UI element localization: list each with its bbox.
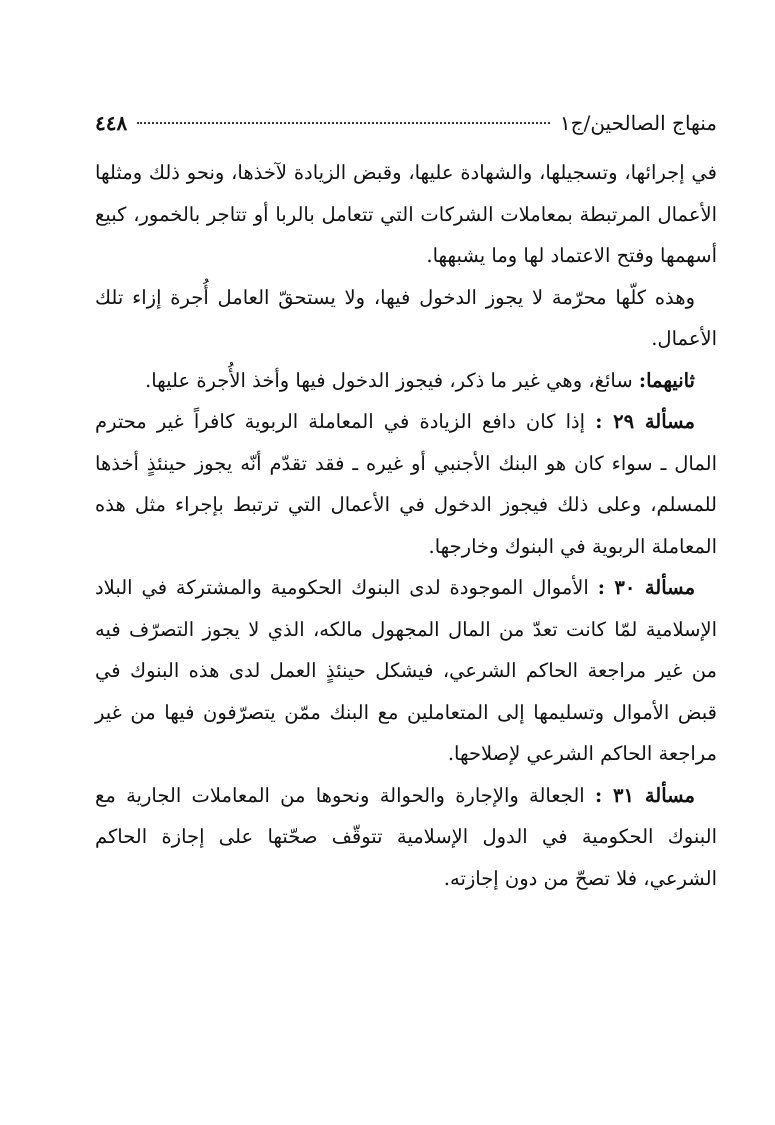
dotted-leader [137,122,550,124]
book-page [95,108,717,899]
issue-heading: مسألة ٢٩ : [595,410,696,433]
paragraph-prohibition [95,277,717,360]
issue-heading: مسألة ٣٠ : [597,576,696,599]
paragraph-lead: ثانيهما: [638,368,695,392]
paragraph-text: الجعالة والإجارة والحوالة ونحوها من المعاملات الجارية مع البنوك الحكومية في الدول الإسلامية تتوقّف صحّتها على إجازة الحاكم الشرعي، فلا تصحّ من دون إجازته. [95,783,717,890]
paragraph-second-type [95,360,717,402]
paragraph-issue-31 [95,775,717,900]
page-header [95,108,717,138]
paragraph-text: الأموال الموجودة لدى البنوك الحكومية والمشتركة في البلاد الإسلامية لمّا كانت تعدّ من المال المجهول مالكه، الذي لا يجوز التصرّف فيه من غير مراجعة الحاكم الشرعي، فيشكل حينئذٍ العمل لدى هذه البنوك في قبض الأموال وتسليمها إلى المتعاملين مع البنك ممّن يتصرّفون فيها من غير مراجعة الحاكم الشرعي لإصلاحها. [95,576,717,765]
paragraph-text: وهذه كلّها محرّمة لا يجوز الدخول فيها، ولا يستحقّ العامل أُجرة إزاء تلك الأعمال. [95,285,717,350]
paragraph-continuation [95,152,717,277]
paragraph-text: سائغ، وهي غير ما ذكر، فيجوز الدخول فيها وأخذ الأُجرة عليها. [145,368,639,392]
paragraph-text: إذا كان دافع الزيادة في المعاملة الربوية كافراً غير محترم المال ـ سواء كان هو البنك الأجنبي أو غيره ـ فقد تقدّم أنّه يجوز حينئذٍ أخذها للمسلم، وعلى ذلك فيجوز الدخول في الأعمال التي ترتبط بإجراء مثل هذه المعاملة الربوية في البنوك وخارجها. [95,410,717,558]
paragraph-issue-30 [95,567,717,775]
running-title: منهاج الصالحين/ج١ [559,111,717,135]
page-number: ٤٤٨ [95,111,128,135]
paragraph-issue-29 [95,401,717,567]
body-text [95,152,717,899]
issue-heading: مسألة ٣١ : [594,783,696,807]
paragraph-text: في إجرائها، وتسجيلها، والشهادة عليها، وقبض الزيادة لآخذها، ونحو ذلك ومثلها الأعمال المرتبطة بمعاملات الشركات التي تتعامل بالربا أو تتاجر بالخمور، كبيع أسهمها وفتح الاعتماد لها وما يشبهها. [95,161,717,267]
